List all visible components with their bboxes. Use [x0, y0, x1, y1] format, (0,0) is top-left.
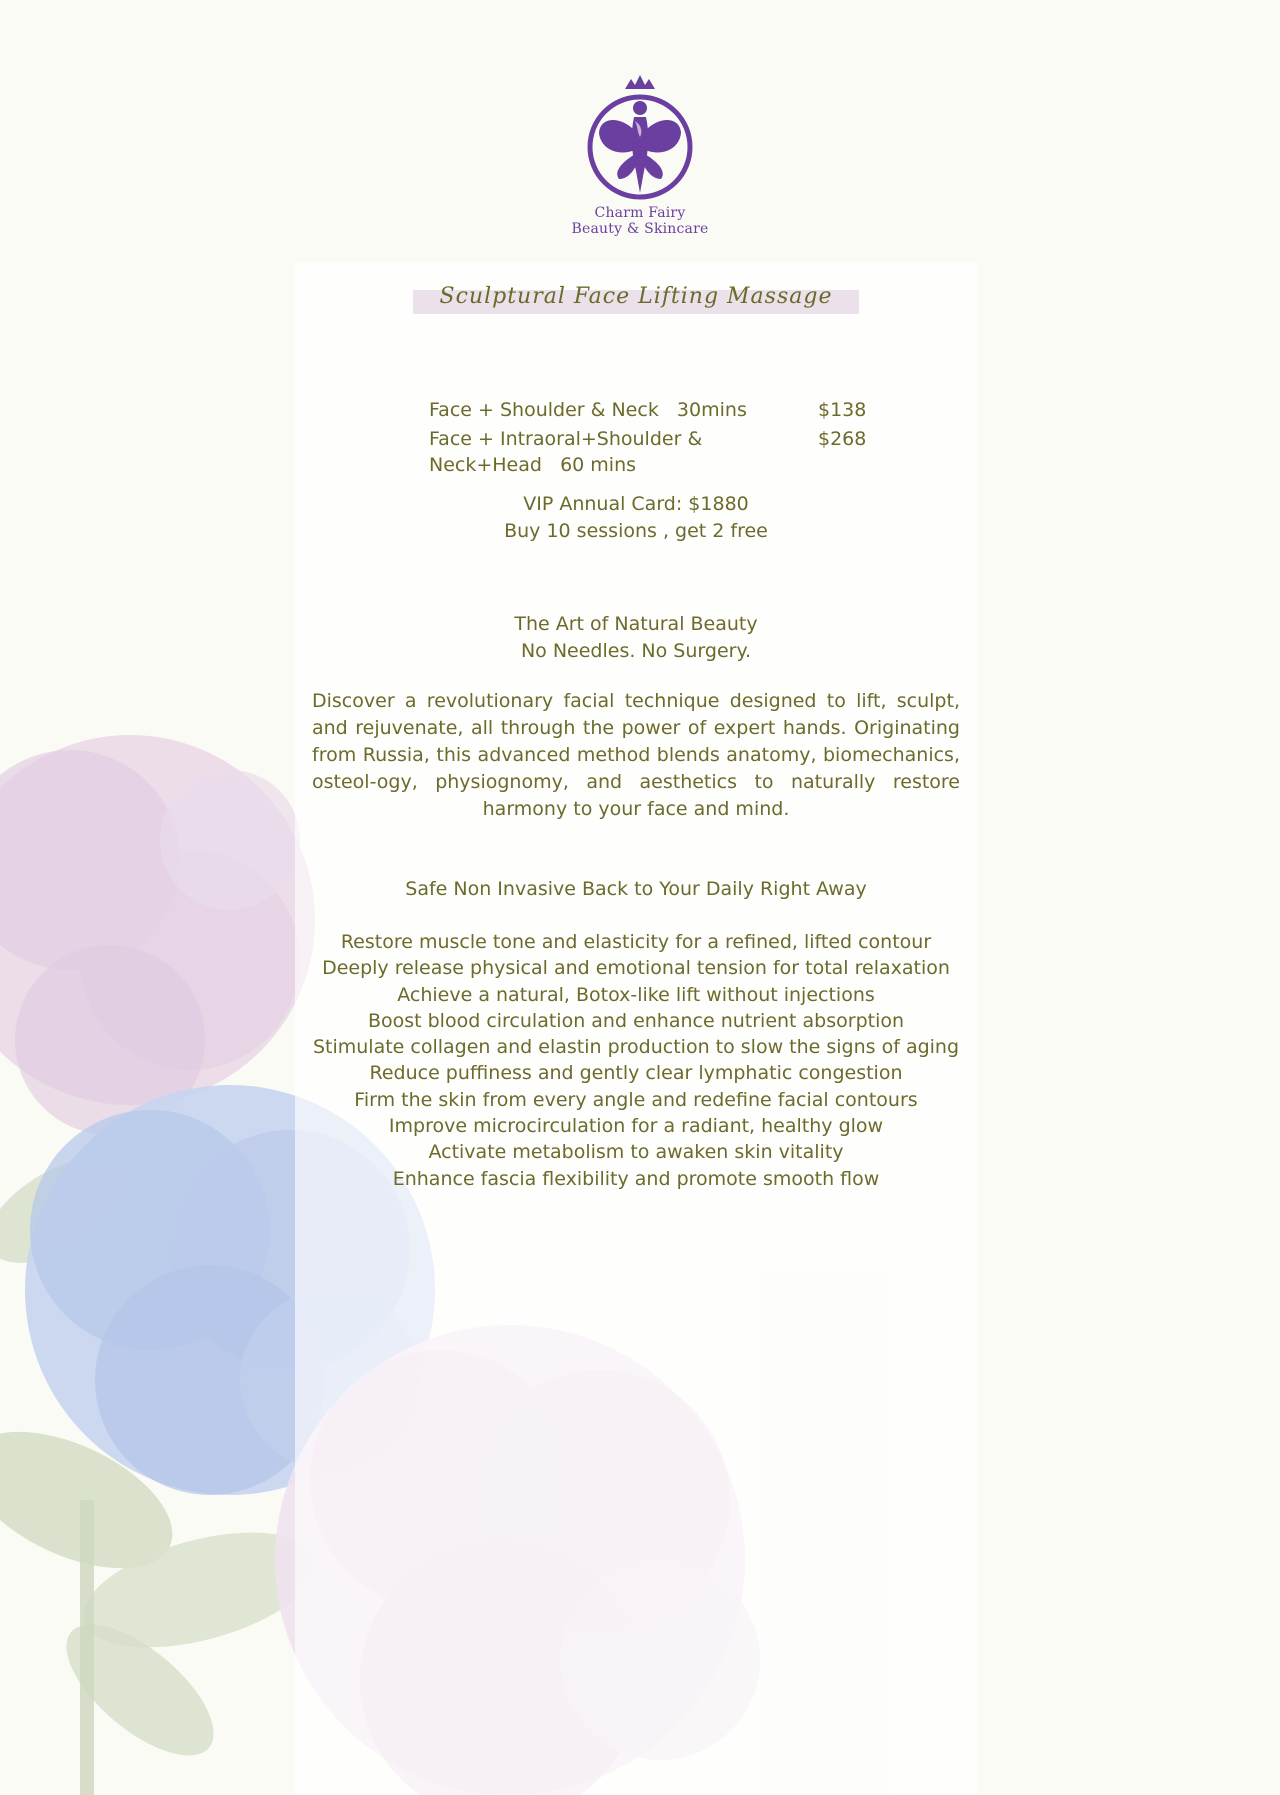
service-price: $138 — [818, 399, 867, 421]
benefit-item: Activate metabolism to awaken skin vitality — [428, 1141, 844, 1164]
service-price: $268 — [818, 428, 867, 450]
service-name: Face + Intraoral+Shoulder & Neck+Head 60 mins — [429, 428, 709, 476]
vip-offer — [295, 491, 977, 544]
benefits-list — [295, 929, 977, 1192]
intro-subtitle: No Needles. No Surgery. — [520, 639, 752, 662]
benefit-item: Enhance fascia flexibility and promote smooth flow — [392, 1167, 880, 1190]
fairy-crown-emblem — [585, 75, 695, 205]
benefit-item: Firm the skin from every angle and redefine facial contours — [354, 1088, 918, 1111]
benefit-item: Achieve a natural, Botox-like lift without injections — [397, 983, 875, 1006]
benefit-item: Boost blood circulation and enhance nutrient absorption — [367, 1009, 905, 1032]
intro-heading — [295, 611, 977, 664]
brand-logo — [570, 75, 710, 245]
page-title: Sculptural Face Lifting Massage — [439, 284, 833, 309]
benefit-item: Stimulate collagen and elastin production to slow the signs of aging — [312, 1036, 960, 1059]
service-name: Face + Shoulder & Neck 30mins — [429, 399, 747, 421]
benefit-item: Reduce puffiness and gently clear lymphatic congestion — [369, 1062, 903, 1085]
description-paragraph: Discover a revolutionary facial technique designed to lift, sculpt, and rejuvenate, all through the power of expert hands. Originating from Russia, this advanced method blends anatomy, biomechanics, osteol-ogy, physiognomy, and aesthetics to naturally restore harmony to your face and mind. — [312, 690, 960, 820]
brand-name: Charm Fairy — [594, 205, 686, 221]
vip-annual-card: VIP Annual Card: $1880 — [523, 493, 749, 515]
safe-heading: Safe Non Invasive Back to Your Daily Right Away — [405, 878, 867, 900]
intro-title: The Art of Natural Beauty — [514, 613, 758, 635]
vip-bonus: Buy 10 sessions , get 2 free — [504, 519, 768, 542]
brand-tagline: Beauty & Skincare — [571, 221, 709, 237]
benefit-item: Restore muscle tone and elasticity for a refined, lifted contour — [340, 931, 932, 953]
benefit-item: Improve microcirculation for a radiant, healthy glow — [388, 1115, 884, 1138]
benefit-item: Deeply release physical and emotional tension for total relaxation — [322, 957, 950, 980]
